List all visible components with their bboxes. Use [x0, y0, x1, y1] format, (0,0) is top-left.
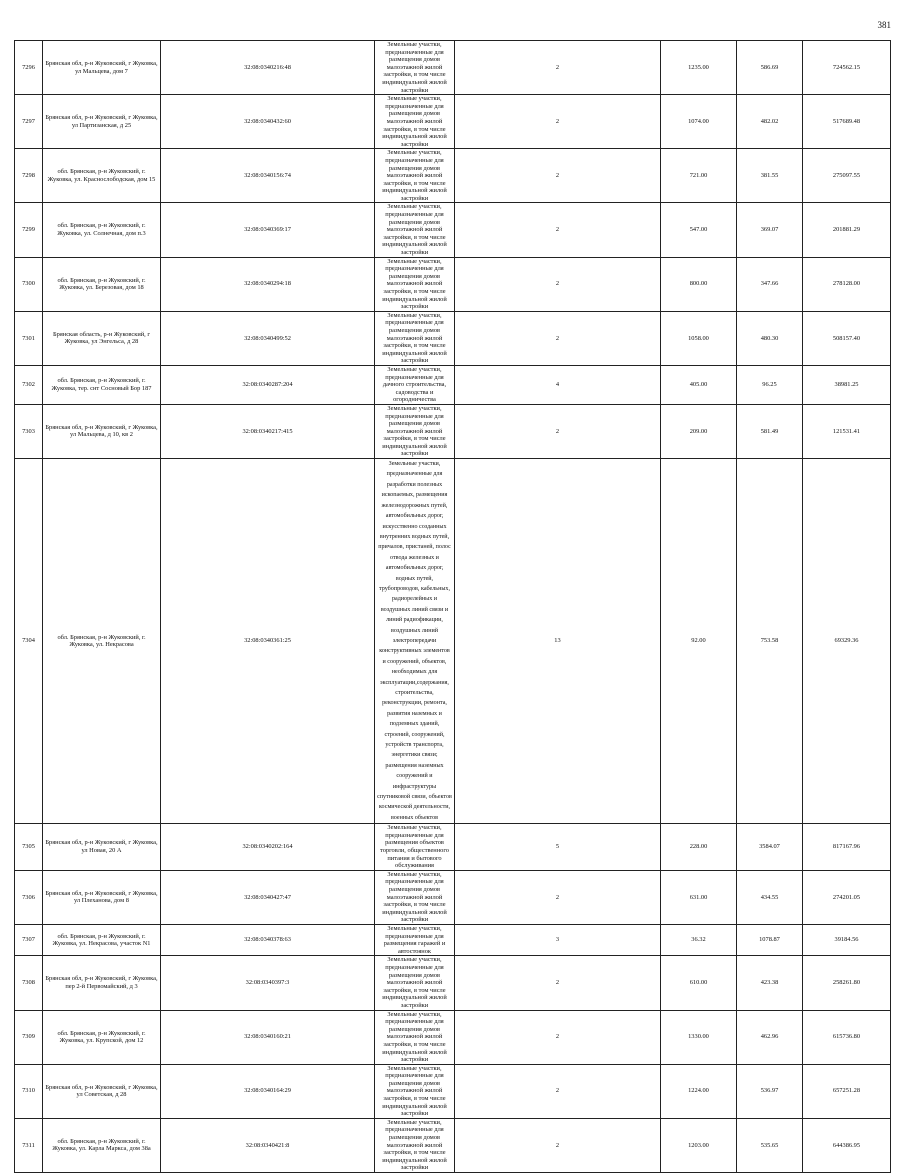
- cadastral-value-cell: 274201.05: [803, 870, 891, 924]
- land-use-cell: Земельные участки, предназначенные для размещения домов малоэтажной жилой застройки, в том числе индивидуальной жилой застройки: [375, 203, 455, 257]
- group-cell: 2: [455, 311, 661, 365]
- area-cell: 547.00: [661, 203, 737, 257]
- land-use-cell: Земельные участки, предназначенные для размещения домов малоэтажной жилой застройки, в том числе индивидуальной жилой застройки: [375, 1010, 455, 1064]
- cadastral-number-cell: 32:08:0340156:74: [161, 149, 375, 203]
- cadastral-number-cell: 32:08:0340421:8: [161, 1118, 375, 1172]
- cadastral-number-cell: 32:08:0340216:48: [161, 41, 375, 95]
- area-cell: 405.00: [661, 365, 737, 404]
- land-use-cell: Земельные участки, предназначенные для размещения домов малоэтажной жилой застройки, в том числе индивидуальной жилой застройки: [375, 404, 455, 458]
- cadastral-number-cell: 32:08:0340202:164: [161, 824, 375, 871]
- area-cell: 92.00: [661, 459, 737, 824]
- row-number-cell: 7308: [15, 956, 43, 1010]
- address-cell: обл. Брянская, р-н Жуковский, г. Жуковка, ул. Некрасова, участок N1: [43, 925, 161, 956]
- area-cell: 631.00: [661, 870, 737, 924]
- address-cell: обл. Брянская, р-н Жуковский, г. Жуковка, ул. Березовая, дом 18: [43, 257, 161, 311]
- cadastral-number-cell: 32:08:0340397:3: [161, 956, 375, 1010]
- specific-value-cell: 480.30: [737, 311, 803, 365]
- area-cell: 1074.00: [661, 95, 737, 149]
- address-cell: Брянская обл, р-н Жуковский, г Жуковка, ул Партизанская, д 25: [43, 95, 161, 149]
- area-cell: 1058.00: [661, 311, 737, 365]
- row-number-cell: 7311: [15, 1118, 43, 1172]
- cadastral-number-cell: 32:08:0340361:25: [161, 459, 375, 824]
- table-row: [15, 870, 891, 924]
- specific-value-cell: 381.55: [737, 149, 803, 203]
- row-number-cell: 7301: [15, 311, 43, 365]
- cadastral-number-cell: 32:08:0340432:60: [161, 95, 375, 149]
- cadastral-value-cell: 657251.28: [803, 1064, 891, 1118]
- cadastral-value-cell: 724562.15: [803, 41, 891, 95]
- cadastral-value-cell: 38981.25: [803, 365, 891, 404]
- address-cell: обл. Брянская, р-н Жуковский, г. Жуковка, ул. Краснослободская, дом 15: [43, 149, 161, 203]
- specific-value-cell: 536.97: [737, 1064, 803, 1118]
- table-row: [15, 149, 891, 203]
- table-row: [15, 404, 891, 458]
- specific-value-cell: 482.02: [737, 95, 803, 149]
- area-cell: 610.00: [661, 956, 737, 1010]
- table-row: [15, 95, 891, 149]
- specific-value-cell: 1078.87: [737, 925, 803, 956]
- row-number-cell: 7298: [15, 149, 43, 203]
- group-cell: 2: [455, 41, 661, 95]
- specific-value-cell: 586.69: [737, 41, 803, 95]
- row-number-cell: 7305: [15, 824, 43, 871]
- address-cell: Брянская обл, р-н Жуковский, г Жуковка, ул Новая, 20 А: [43, 824, 161, 871]
- specific-value-cell: 462.96: [737, 1010, 803, 1064]
- group-cell: 2: [455, 149, 661, 203]
- land-use-cell: Земельные участки, предназначенные для размещения домов малоэтажной жилой застройки, в том числе индивидуальной жилой застройки: [375, 1118, 455, 1172]
- address-cell: обл. Брянская, р-н Жуковский, г. Жуковка, ул. Крупской, дом 12: [43, 1010, 161, 1064]
- specific-value-cell: 3584.07: [737, 824, 803, 871]
- group-cell: 4: [455, 365, 661, 404]
- row-number-cell: 7300: [15, 257, 43, 311]
- land-use-cell: Земельные участки, предназначенные для размещения гаражей и автостоянок: [375, 925, 455, 956]
- table-row: [15, 257, 891, 311]
- area-cell: 721.00: [661, 149, 737, 203]
- specific-value-cell: 369.07: [737, 203, 803, 257]
- area-cell: 1203.00: [661, 1118, 737, 1172]
- cadastral-number-cell: 32:08:0340378:63: [161, 925, 375, 956]
- land-use-cell: Земельные участки, предназначенные для размещения домов малоэтажной жилой застройки, в том числе индивидуальной жилой застройки: [375, 149, 455, 203]
- table-row: [15, 956, 891, 1010]
- group-cell: 2: [455, 404, 661, 458]
- group-cell: 2: [455, 1118, 661, 1172]
- land-use-cell: Земельные участки, предназначенные для разработки полезных ископаемых, размещения железнодорожных путей, автомобильных дорог, искусственно созданных внутренних водных путей, причалов, пристаней, полос отвода железных и автомобильных дорог, водных путей, трубопроводов, кабельных, радиорелейных и воздушных линий связи и линий радиофикации, воздушных линий электропередачи конструктивных элементов и сооружений, объектов, необходимых для эксплуатации,содержания, строительства, реконструкции, ремонта, развития наземных и подземных зданий, строений, сооружений, устройств транспорта, энергетики связи; размещения наземных сооружений и инфраструктуры спутниковой связи, объектов космической деятельности, военных объектов: [375, 459, 455, 824]
- row-number-cell: 7303: [15, 404, 43, 458]
- group-cell: 2: [455, 257, 661, 311]
- land-use-cell: Земельные участки, предназначенные для размещения домов малоэтажной жилой застройки, в том числе индивидуальной жилой застройки: [375, 956, 455, 1010]
- row-number-cell: 7307: [15, 925, 43, 956]
- table-row: [15, 459, 891, 824]
- specific-value-cell: 434.55: [737, 870, 803, 924]
- cadastral-number-cell: 32:08:0340217:415: [161, 404, 375, 458]
- group-cell: 2: [455, 95, 661, 149]
- row-number-cell: 7302: [15, 365, 43, 404]
- specific-value-cell: 423.38: [737, 956, 803, 1010]
- cadastral-value-cell: 201881.29: [803, 203, 891, 257]
- address-cell: Брянская обл, р-н Жуковский, г Жуковка, ул Мальцева, д 10, кв 2: [43, 404, 161, 458]
- table-row: [15, 365, 891, 404]
- row-number-cell: 7309: [15, 1010, 43, 1064]
- row-number-cell: 7310: [15, 1064, 43, 1118]
- group-cell: 2: [455, 203, 661, 257]
- address-cell: Брянская обл, р-н Жуковский, г Жуковка, ул Советская, д 28: [43, 1064, 161, 1118]
- address-cell: Брянская обл, р-н Жуковский, г Жуковка, ул Плеханова, дом 8: [43, 870, 161, 924]
- table-row: [15, 925, 891, 956]
- address-cell: Брянская обл, р-н Жуковский, г Жуковка, ул Мальцева, дом 7: [43, 41, 161, 95]
- area-cell: 228.00: [661, 824, 737, 871]
- group-cell: 2: [455, 870, 661, 924]
- group-cell: 2: [455, 956, 661, 1010]
- area-cell: 1235.00: [661, 41, 737, 95]
- cadastral-value-cell: 258261.80: [803, 956, 891, 1010]
- cadastral-value-cell: 817167.96: [803, 824, 891, 871]
- specific-value-cell: 535.65: [737, 1118, 803, 1172]
- cadastral-number-cell: 32:08:0340499:52: [161, 311, 375, 365]
- specific-value-cell: 753.58: [737, 459, 803, 824]
- specific-value-cell: 96.25: [737, 365, 803, 404]
- group-cell: 13: [455, 459, 661, 824]
- land-use-cell: Земельные участки, предназначенные для размещения домов малоэтажной жилой застройки, в том числе индивидуальной жилой застройки: [375, 870, 455, 924]
- address-cell: обл. Брянская, р-н Жуковский, г. Жуковка, ул. Некрасова: [43, 459, 161, 824]
- area-cell: 209.00: [661, 404, 737, 458]
- row-number-cell: 7299: [15, 203, 43, 257]
- cadastral-value-cell: 644386.95: [803, 1118, 891, 1172]
- cadastral-number-cell: 32:08:0340287:204: [161, 365, 375, 404]
- group-cell: 2: [455, 1064, 661, 1118]
- cadastral-number-cell: 32:08:0340294:18: [161, 257, 375, 311]
- land-use-cell: Земельные участки, предназначенные для размещения домов малоэтажной жилой застройки, в том числе индивидуальной жилой застройки: [375, 1064, 455, 1118]
- group-cell: 3: [455, 925, 661, 956]
- table-row: [15, 1010, 891, 1064]
- area-cell: 800.00: [661, 257, 737, 311]
- cadastral-value-cell: 517689.48: [803, 95, 891, 149]
- cadastral-number-cell: 32:08:0340160:21: [161, 1010, 375, 1064]
- cadastral-value-table: [14, 40, 891, 1173]
- area-cell: 1224.00: [661, 1064, 737, 1118]
- table-row: [15, 41, 891, 95]
- cadastral-value-cell: 121531.41: [803, 404, 891, 458]
- cadastral-number-cell: 32:08:0340427:47: [161, 870, 375, 924]
- cadastral-value-cell: 615736.80: [803, 1010, 891, 1064]
- table-row: [15, 203, 891, 257]
- land-use-cell: Земельные участки, предназначенные для размещения домов малоэтажной жилой застройки, в том числе индивидуальной жилой застройки: [375, 257, 455, 311]
- address-cell: Брянская обл, р-н Жуковский, г Жуковка, пер 2-й Первомайский, д 3: [43, 956, 161, 1010]
- table-row: [15, 1064, 891, 1118]
- row-number-cell: 7297: [15, 95, 43, 149]
- area-cell: 36.32: [661, 925, 737, 956]
- table-row: [15, 1118, 891, 1172]
- land-use-cell: Земельные участки, предназначенные для размещения объектов торговли, общественного питания и бытового обслуживания: [375, 824, 455, 871]
- cadastral-value-cell: 275097.55: [803, 149, 891, 203]
- land-use-cell: Земельные участки, предназначенные для дачного строительства, садоводства и огородничества: [375, 365, 455, 404]
- row-number-cell: 7304: [15, 459, 43, 824]
- land-use-cell: Земельные участки, предназначенные для размещения домов малоэтажной жилой застройки, в том числе индивидуальной жилой застройки: [375, 95, 455, 149]
- cadastral-number-cell: 32:08:0340164:29: [161, 1064, 375, 1118]
- land-use-cell: Земельные участки, предназначенные для размещения домов малоэтажной жилой застройки, в том числе индивидуальной жилой застройки: [375, 41, 455, 95]
- row-number-cell: 7296: [15, 41, 43, 95]
- land-use-cell: Земельные участки, предназначенные для размещения домов малоэтажной жилой застройки, в том числе индивидуальной жилой застройки: [375, 311, 455, 365]
- group-cell: 2: [455, 1010, 661, 1064]
- table-row: [15, 311, 891, 365]
- group-cell: 5: [455, 824, 661, 871]
- cadastral-value-cell: 39184.56: [803, 925, 891, 956]
- page-number: 381: [877, 20, 891, 30]
- cadastral-value-cell: 278128.00: [803, 257, 891, 311]
- specific-value-cell: 347.66: [737, 257, 803, 311]
- cadastral-number-cell: 32:08:0340369:17: [161, 203, 375, 257]
- address-cell: Брянская область, р-н Жуковский, г Жуковка, ул Энгельса, д 28: [43, 311, 161, 365]
- specific-value-cell: 581.49: [737, 404, 803, 458]
- address-cell: обл. Брянская, р-н Жуковский, г. Жуковка, ул. Солнечная, дом п.3: [43, 203, 161, 257]
- cadastral-value-cell: 69329.36: [803, 459, 891, 824]
- address-cell: обл. Брянская, р-н Жуковский, г. Жуковка, ул. Карла Маркса, дом 38а: [43, 1118, 161, 1172]
- table-row: [15, 824, 891, 871]
- cadastral-value-cell: 508157.40: [803, 311, 891, 365]
- area-cell: 1330.00: [661, 1010, 737, 1064]
- address-cell: обл. Брянская, р-н Жуковский, г. Жуковка, тер. снт Сосновый Бор 187: [43, 365, 161, 404]
- row-number-cell: 7306: [15, 870, 43, 924]
